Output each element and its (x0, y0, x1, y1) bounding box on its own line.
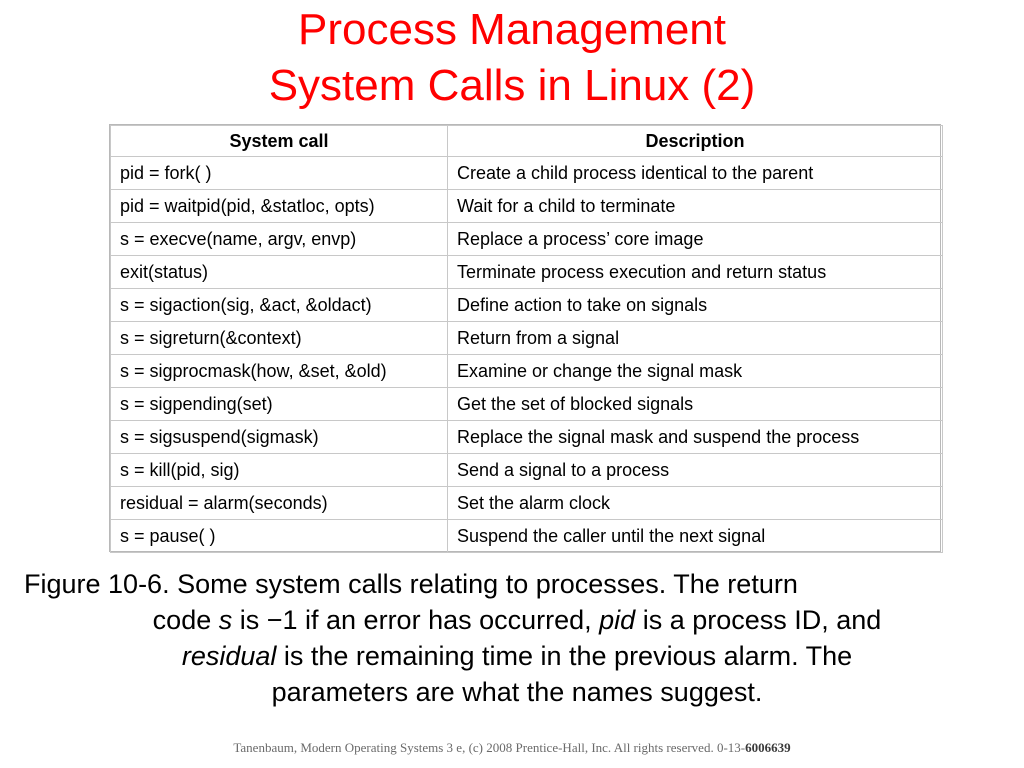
description-cell: Send a signal to a process (448, 454, 943, 487)
description-cell: Replace the signal mask and suspend the process (448, 421, 943, 454)
caption-text: code (152, 605, 219, 635)
table-row (111, 190, 943, 223)
description-cell: Create a child process identical to the parent (448, 157, 943, 190)
table-row (111, 520, 943, 553)
table-row (111, 355, 943, 388)
system-call-cell: s = pause( ) (111, 520, 448, 553)
description-cell: Terminate process execution and return status (448, 256, 943, 289)
caption-text: is −1 if an error has occurred, (232, 605, 600, 635)
table-row (111, 454, 943, 487)
system-call-cell: pid = fork( ) (111, 157, 448, 190)
caption-term-s: s (218, 605, 233, 635)
table-row (111, 487, 943, 520)
system-call-cell: s = sigsuspend(sigmask) (111, 421, 448, 454)
table-row (111, 223, 943, 256)
copyright-footer (0, 740, 1024, 756)
system-calls-table-container (109, 124, 941, 552)
footer-isbn-bold: 6006639 (745, 740, 791, 755)
system-call-cell: s = execve(name, argv, envp) (111, 223, 448, 256)
caption-line-2 (22, 602, 1012, 638)
description-cell: Define action to take on signals (448, 289, 943, 322)
caption-line-3 (22, 638, 1012, 674)
caption-text: is the remaining time in the previous alarm. The (276, 641, 853, 671)
table-row (111, 256, 943, 289)
description-cell: Wait for a child to terminate (448, 190, 943, 223)
table-row (111, 289, 943, 322)
title-line-2: System Calls in Linux (2) (268, 61, 756, 110)
table-header-row (111, 126, 943, 157)
figure-caption (22, 566, 1012, 710)
system-call-cell: s = sigreturn(&context) (111, 322, 448, 355)
system-call-cell: s = sigaction(sig, &act, &oldact) (111, 289, 448, 322)
caption-text: is a process ID, and (635, 605, 882, 635)
system-call-cell: exit(status) (111, 256, 448, 289)
system-call-cell: residual = alarm(seconds) (111, 487, 448, 520)
table-row (111, 157, 943, 190)
system-call-cell: pid = waitpid(pid, &statloc, opts) (111, 190, 448, 223)
table-row (111, 421, 943, 454)
description-cell: Replace a process’ core image (448, 223, 943, 256)
header-system-call: System call (111, 126, 448, 157)
caption-line-4: parameters are what the names suggest. (271, 677, 763, 707)
description-cell: Return from a signal (448, 322, 943, 355)
title-line-1: Process Management (298, 5, 726, 54)
slide-title (0, 2, 1024, 114)
description-cell: Suspend the caller until the next signal (448, 520, 943, 553)
caption-term-pid: pid (599, 605, 636, 635)
system-call-cell: s = sigprocmask(how, &set, &old) (111, 355, 448, 388)
system-call-cell: s = sigpending(set) (111, 388, 448, 421)
description-cell: Set the alarm clock (448, 487, 943, 520)
caption-line-1: Figure 10-6. Some system calls relating to processes. The return (24, 569, 798, 599)
caption-term-residual: residual (181, 641, 277, 671)
system-calls-table (110, 125, 943, 553)
description-cell: Get the set of blocked signals (448, 388, 943, 421)
footer-text: Tanenbaum, Modern Operating Systems 3 e, (c) 2008 Prentice-Hall, Inc. All rights reserved. 0-13- (233, 740, 746, 755)
table-row (111, 322, 943, 355)
system-call-cell: s = kill(pid, sig) (111, 454, 448, 487)
description-cell: Examine or change the signal mask (448, 355, 943, 388)
header-description: Description (448, 126, 943, 157)
table-row (111, 388, 943, 421)
